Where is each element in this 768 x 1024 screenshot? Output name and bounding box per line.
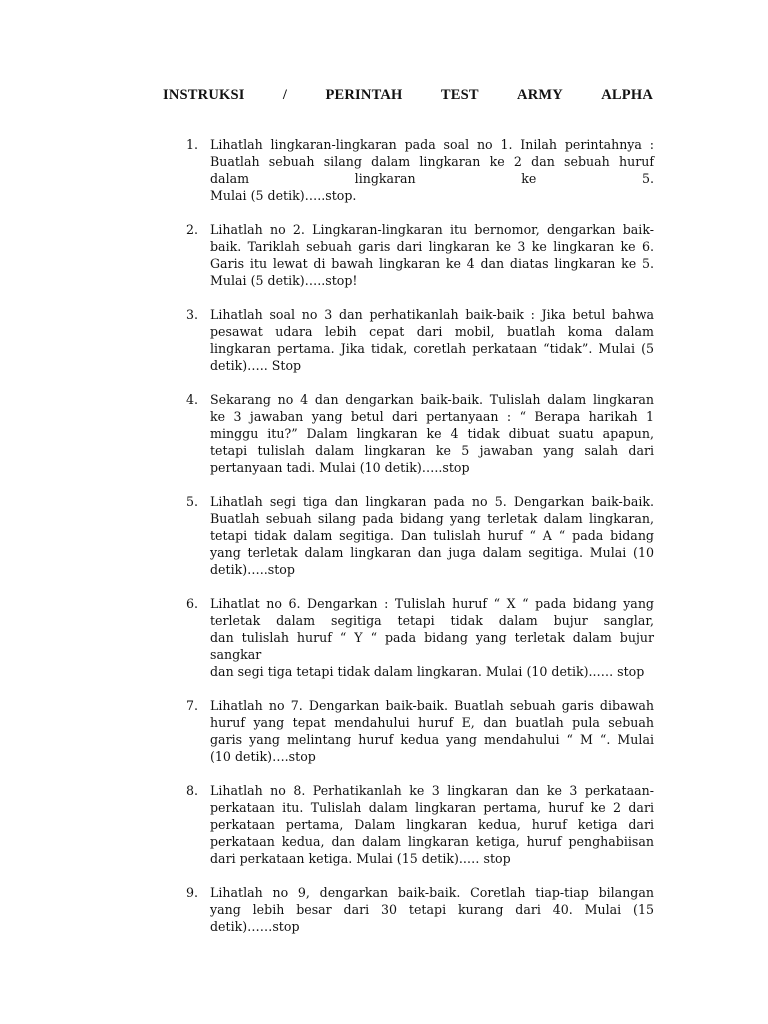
text-line: detik)….. Stop: [210, 358, 302, 373]
title-word: ALPHA: [601, 87, 653, 103]
instruction-item-6: [186, 595, 654, 680]
document-title: [163, 87, 653, 104]
text-line: perkataan pertama, Dalam lingkaran kedua, huruf ketiga dari: [210, 817, 654, 832]
instruction-item-1: [186, 136, 654, 204]
text-line: Buatlah sebuah silang pada bidang yang terletak dalam lingkaran,: [210, 511, 654, 526]
item-text: [210, 136, 654, 204]
item-number: 4.: [186, 392, 199, 407]
text-line: tetapi tulislah dalam lingkaran ke 5 jawaban yang salah dari: [210, 443, 654, 458]
text-line: tetapi tidak dalam segitiga. Dan tulislah huruf “ A “ pada bidang: [210, 528, 654, 543]
text-line: pertanyaan tadi. Mulai (10 detik)…..stop: [210, 460, 470, 475]
text-line: Sekarang no 4 dan dengarkan baik-baik. Tulislah dalam lingkaran: [210, 392, 654, 407]
item-number: 5.: [186, 494, 199, 509]
title-word: ARMY: [517, 87, 563, 103]
text-line: terletak dalam segitiga tetapi tidak dalam bujur sanglar,: [210, 613, 654, 628]
text-line: pesawat udara lebih cepat dari mobil, buatlah koma dalam: [210, 324, 654, 339]
item-number: 8.: [186, 783, 199, 798]
text-line: yang terletak dalam lingkaran dan juga dalam segitiga. Mulai (10: [210, 545, 654, 560]
text-line: Lihatlah no 7. Dengarkan baik-baik. Buatlah sebuah garis dibawah: [210, 698, 654, 713]
item-text: [210, 595, 654, 680]
instruction-item-3: [186, 306, 654, 374]
text-line: garis yang melintang huruf kedua yang mendahului “ M “. Mulai: [210, 732, 654, 747]
title-word: PERINTAH: [325, 87, 403, 103]
text-line: dan tulislah huruf “ Y “ pada bidang yang terletak dalam bujur sangkar: [210, 630, 654, 662]
text-line: minggu itu?” Dalam lingkaran ke 4 tidak dibuat suatu apapun,: [210, 426, 654, 441]
instruction-item-5: [186, 493, 654, 578]
instruction-item-9: [186, 884, 654, 935]
title-word: TEST: [440, 87, 479, 103]
text-line: Lihatlah no 2. Lingkaran-lingkaran itu bernomor, dengarkan baik-: [210, 222, 654, 237]
item-number: 1.: [186, 137, 199, 152]
instruction-item-4: [186, 391, 654, 476]
item-text: [210, 306, 654, 374]
text-line: Buatlah sebuah silang dalam lingkaran ke 2 dan sebuah huruf: [210, 154, 654, 169]
title-word: INSTRUKSI: [163, 87, 245, 103]
text-line: Garis itu lewat di bawah lingkaran ke 4 dan diatas lingkaran ke 5.: [210, 256, 654, 271]
text-line: perkataan kedua, dan dalam lingkaran ketiga, huruf penghabiisan: [210, 834, 654, 849]
text-line: detik)……stop: [210, 919, 300, 934]
item-number: 7.: [186, 698, 199, 713]
item-text: [210, 493, 654, 578]
text-line: Lihatlah no 9, dengarkan baik-baik. Coretlah tiap-tiap bilangan: [210, 885, 654, 900]
item-text: [210, 782, 654, 867]
text-line: baik. Tariklah sebuah garis dari lingkaran ke 3 ke lingkaran ke 6.: [210, 239, 654, 254]
text-line: dan segi tiga tetapi tidak dalam lingkaran. Mulai (10 detik)..…. stop: [210, 664, 645, 679]
text-line: perkataan itu. Tulislah dalam lingkaran pertama, huruf ke 2 dari: [210, 800, 654, 815]
instruction-list: [186, 136, 654, 952]
text-line: dari perkataan ketiga. Mulai (15 detik)..… stop: [210, 851, 511, 866]
item-number: 9.: [186, 885, 199, 900]
text-line: Lihatlah lingkaran-lingkaran pada soal no 1. Inilah perintahnya :: [210, 137, 654, 152]
text-line: Lihatlat no 6. Dengarkan : Tulislah huruf “ X “ pada bidang yang: [210, 596, 654, 611]
item-text: [210, 221, 654, 289]
item-number: 2.: [186, 222, 199, 237]
text-line: yang lebih besar dari 30 tetapi kurang dari 40. Mulai (15: [210, 902, 654, 917]
text-line: huruf yang tepat mendahului huruf E, dan buatlah pula sebuah: [210, 715, 654, 730]
item-text: [210, 391, 654, 476]
text-line: Lihatlah segi tiga dan lingkaran pada no 5. Dengarkan baik-baik.: [210, 494, 654, 509]
item-number: 6.: [186, 596, 199, 611]
instruction-item-2: [186, 221, 654, 289]
instruction-item-7: [186, 697, 654, 765]
text-line: Lihatlah soal no 3 dan perhatikanlah baik-baik : Jika betul bahwa: [210, 307, 654, 322]
text-line: Mulai (5 detik)…..stop!: [210, 273, 358, 288]
text-line: Mulai (5 detik)…..stop.: [210, 188, 357, 203]
instruction-item-8: [186, 782, 654, 867]
title-word: /: [282, 87, 288, 103]
text-line: (10 detik)….stop: [210, 749, 316, 764]
item-number: 3.: [186, 307, 199, 322]
item-text: [210, 697, 654, 765]
text-line: lingkaran pertama. Jika tidak, coretlah perkataan “tidak”. Mulai (5: [210, 341, 654, 356]
text-line: ke 3 jawaban yang betul dari pertanyaan : “ Berapa harikah 1: [210, 409, 654, 424]
item-text: [210, 884, 654, 935]
text-line: dalam lingkaran ke 5.: [210, 171, 654, 186]
text-line: detik)…..stop: [210, 562, 295, 577]
text-line: Lihatlah no 8. Perhatikanlah ke 3 lingkaran dan ke 3 perkataan-: [210, 783, 654, 798]
